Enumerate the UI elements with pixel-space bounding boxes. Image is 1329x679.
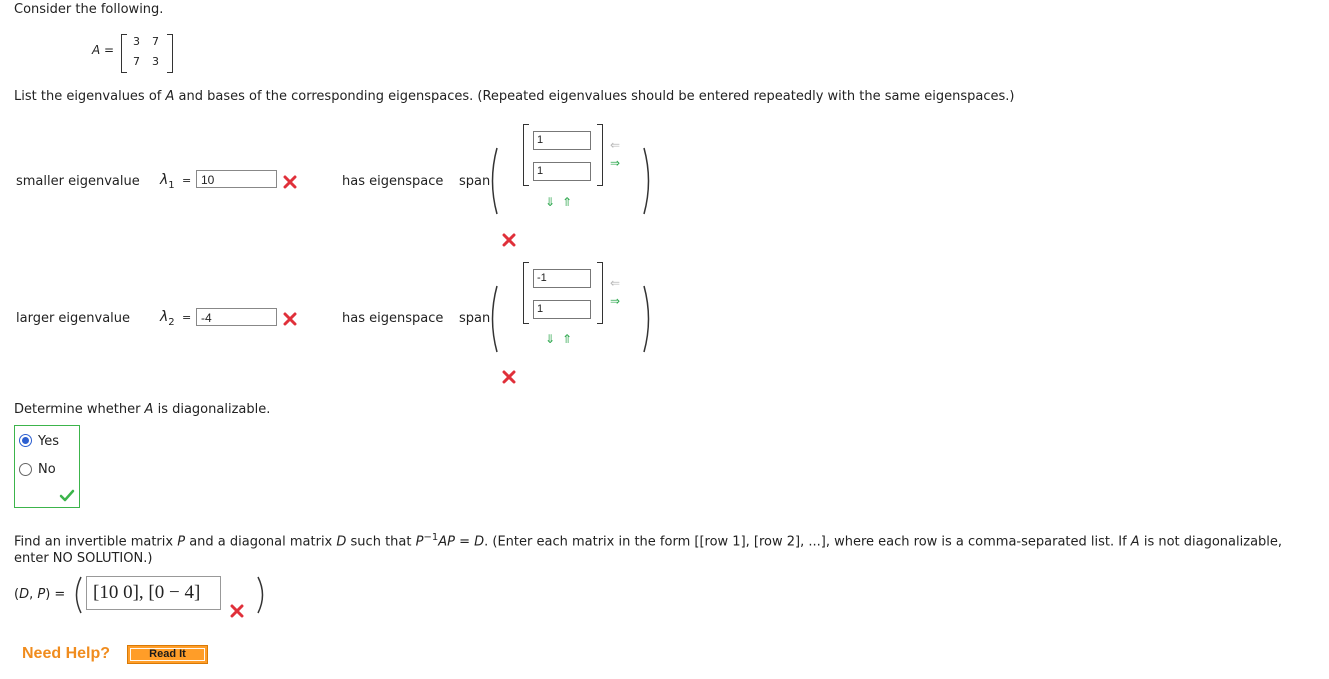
vector-bracket-left [523, 262, 529, 324]
vector2-entry-1[interactable]: -1 [533, 269, 591, 288]
vector-bracket-left [523, 124, 529, 186]
span-label: span [459, 311, 491, 326]
matrix-label: A = [92, 43, 115, 57]
wrong-x-icon [502, 233, 516, 247]
no-radio[interactable] [19, 463, 32, 476]
right-paren [641, 146, 655, 216]
vector1-entry-1[interactable]: 1 [533, 131, 591, 150]
remove-row-arrow-icon[interactable]: ⇑ [562, 195, 573, 209]
vector2-entry-2[interactable]: 1 [533, 300, 591, 319]
pd-prompt-line1: Find an invertible matrix P and a diagonal matrix D such that $P^{-1}AP = D$. (Enter each matrix in the form [[row 1], [row 2], ...], where each row is a comma-separated list. If A is not diagonalizable, [14, 532, 1283, 550]
need-help-label: Need Help? [22, 645, 111, 662]
matrix-cell: 7 [133, 55, 140, 68]
add-column-arrow-icon[interactable]: ⇒ [610, 156, 621, 170]
matrix-cell: 3 [152, 55, 159, 68]
dp-label: (D, P) = [14, 587, 66, 602]
left-paren [486, 284, 500, 354]
read-it-button[interactable]: Read It [127, 645, 208, 664]
equals-sign: = [182, 311, 192, 324]
span-label: span [459, 174, 491, 189]
add-row-arrow-icon[interactable]: ⇓ [545, 195, 556, 209]
has-eigenspace-label: has eigenspace [342, 311, 444, 326]
remove-column-arrow-icon[interactable]: ⇐ [610, 276, 621, 290]
no-label: No [38, 462, 56, 477]
diagonalizable-prompt: Determine whether A is diagonalizable. [14, 402, 271, 417]
left-paren [70, 575, 84, 615]
equals-sign: = [182, 174, 192, 187]
left-paren [486, 146, 500, 216]
lambda1-symbol: $\lambda_1$ [160, 172, 175, 191]
add-row-arrow-icon[interactable]: ⇓ [545, 332, 556, 346]
right-paren [255, 575, 269, 615]
vector-bracket-right [597, 124, 603, 186]
remove-column-arrow-icon[interactable]: ⇐ [610, 138, 621, 152]
wrong-x-icon [283, 175, 297, 189]
lambda2-input[interactable]: -4 [196, 308, 277, 326]
has-eigenspace-label: has eigenspace [342, 174, 444, 189]
matrix-cell: 7 [152, 35, 159, 48]
diagonalizable-choice-box [14, 425, 80, 508]
wrong-x-icon [502, 370, 516, 384]
lambda2-symbol: $\lambda_2$ [160, 309, 175, 328]
wrong-x-icon [230, 604, 244, 618]
yes-radio[interactable] [19, 434, 32, 447]
eigen-prompt: List the eigenvalues of A and bases of the corresponding eigenspaces. (Repeated eigenvalues should be entered repeatedly with the same eigenspaces.) [14, 89, 1015, 104]
wrong-x-icon [283, 312, 297, 326]
intro-text: Consider the following. [14, 2, 164, 17]
right-paren [641, 284, 655, 354]
larger-eigenvalue-label: larger eigenvalue [16, 311, 131, 326]
lambda1-input[interactable]: 10 [196, 170, 277, 188]
yes-label: Yes [38, 434, 59, 449]
dp-answer-input[interactable]: [10 0], [0 − 4] [86, 576, 221, 610]
smaller-eigenvalue-label: smaller eigenvalue [16, 174, 140, 189]
vector1-entry-2[interactable]: 1 [533, 162, 591, 181]
correct-check-icon [59, 489, 75, 502]
add-column-arrow-icon[interactable]: ⇒ [610, 294, 621, 308]
vector-bracket-right [597, 262, 603, 324]
matrix-cell: 3 [133, 35, 140, 48]
remove-row-arrow-icon[interactable]: ⇑ [562, 332, 573, 346]
pd-prompt-line2: enter NO SOLUTION.) [14, 551, 153, 566]
